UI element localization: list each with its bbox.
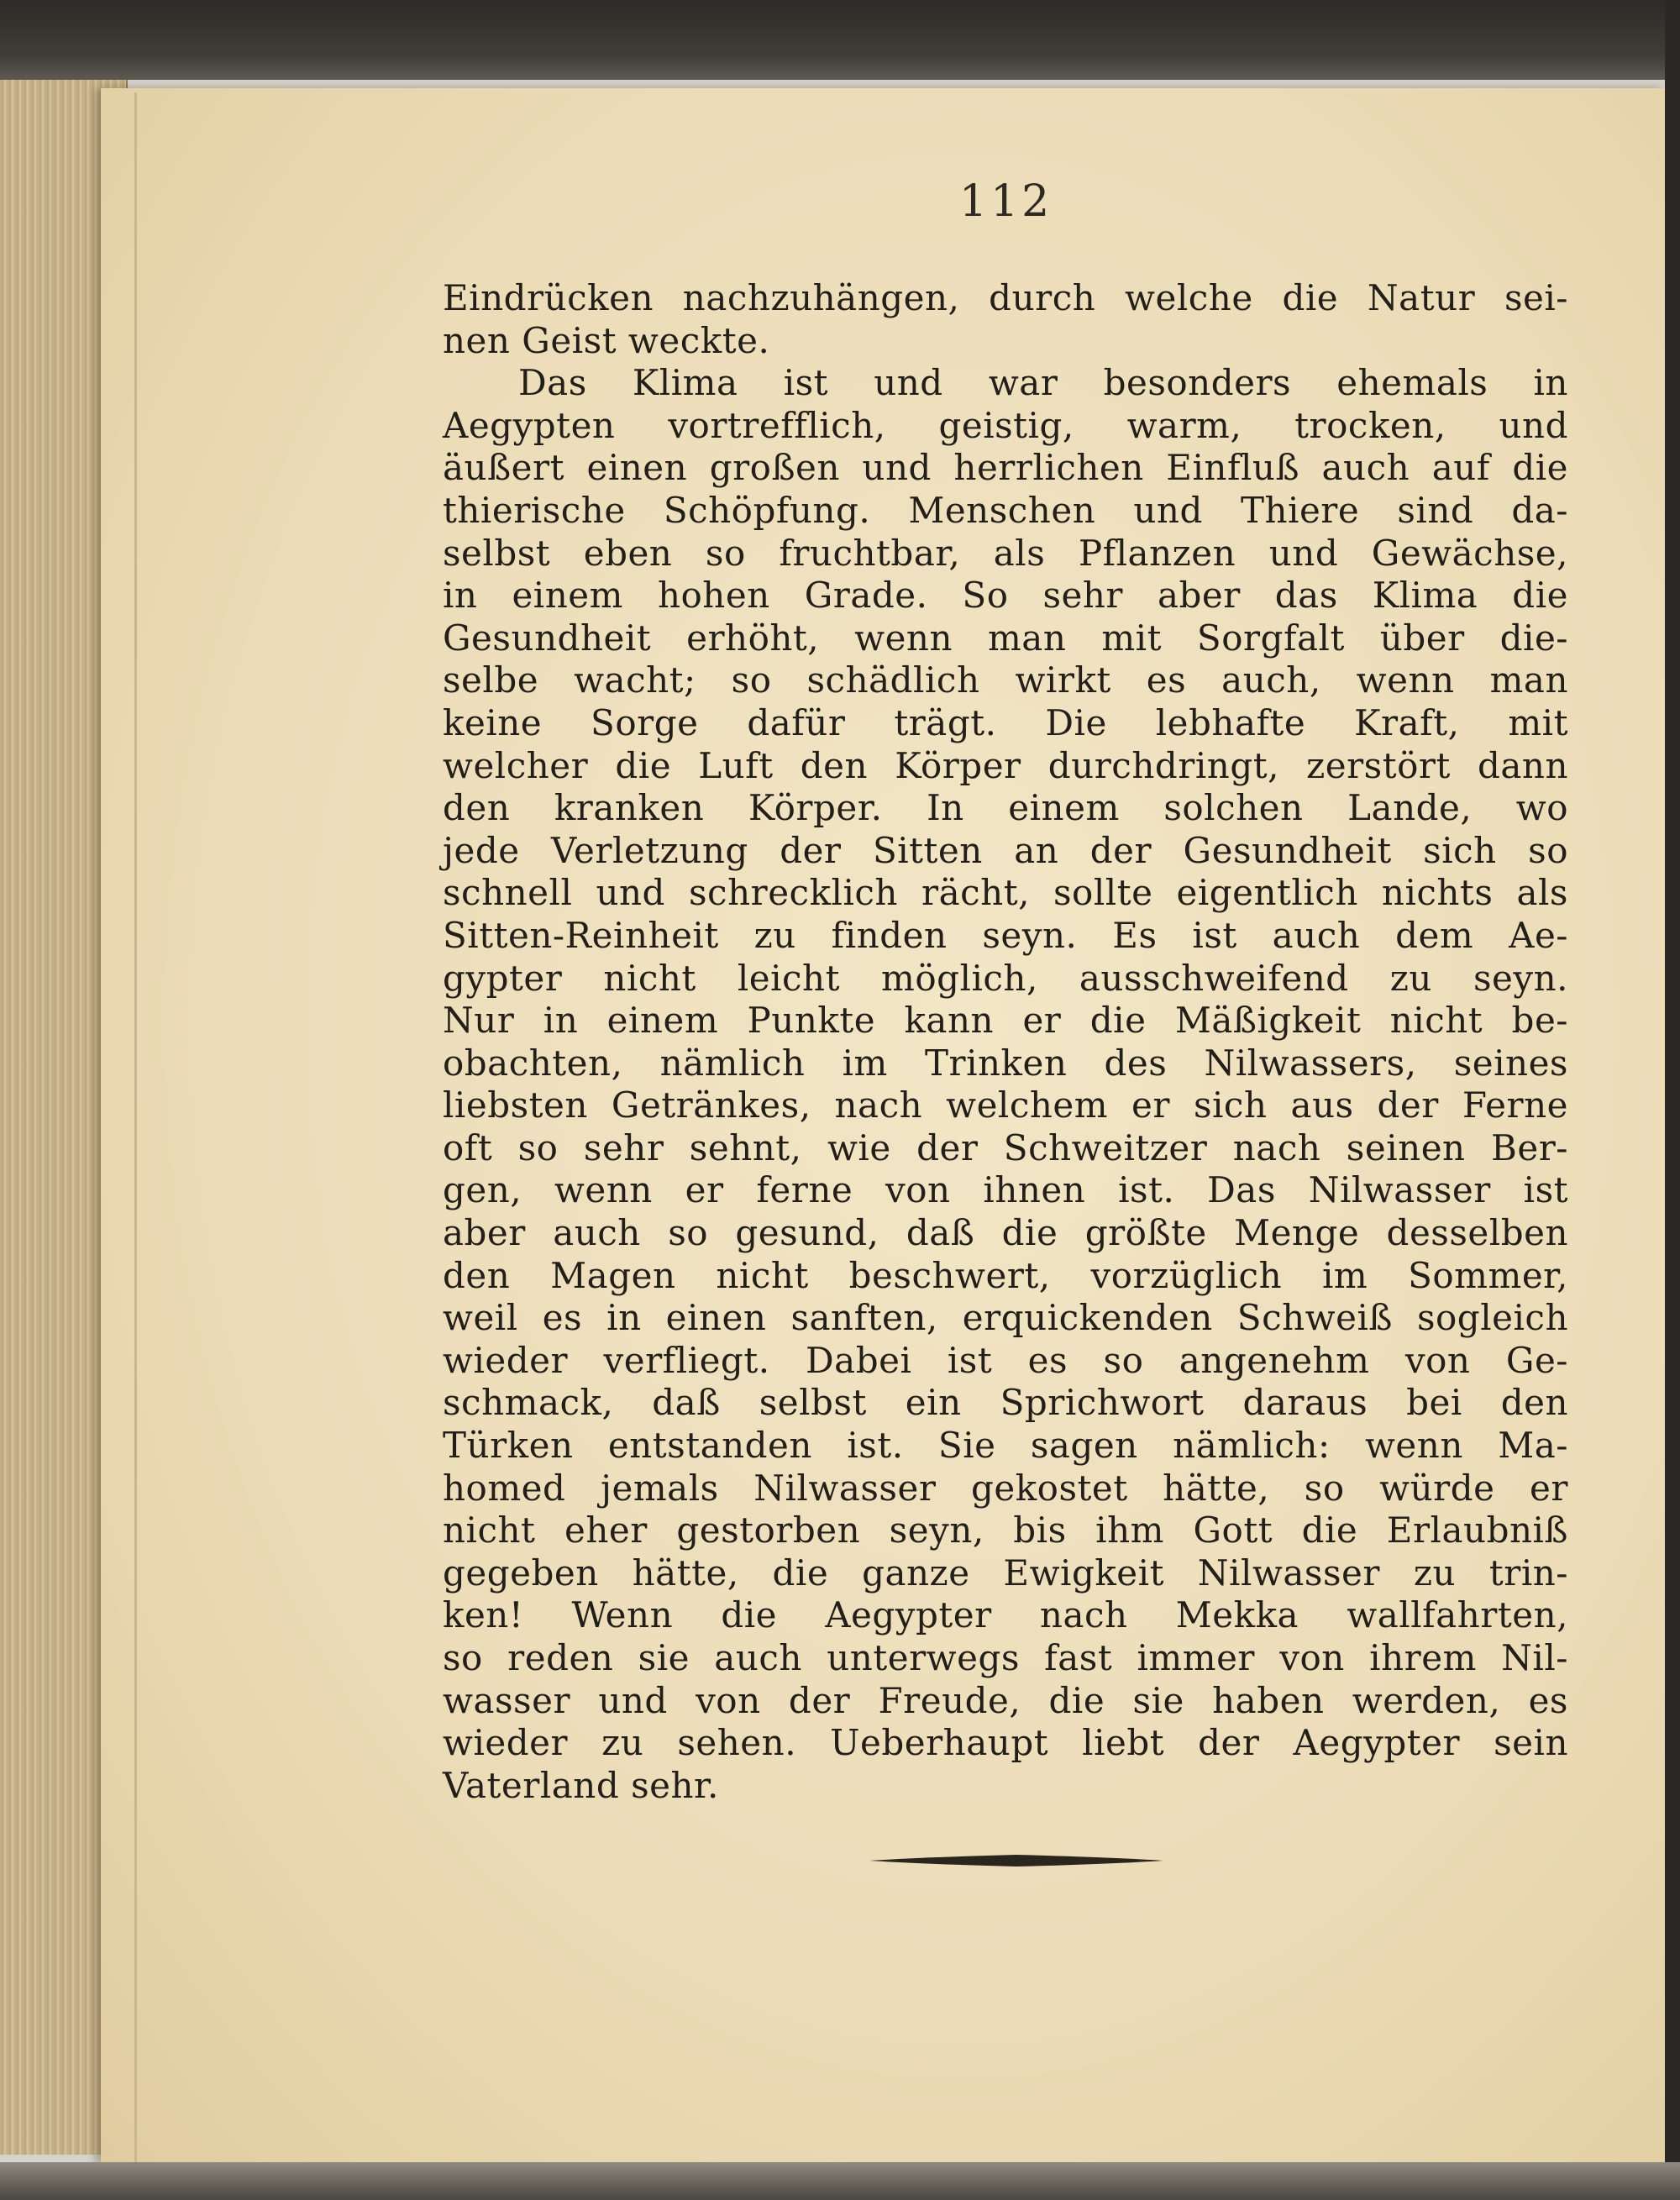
text-line: homed jemals Nilwasser gekostet hätte, so würde er <box>443 1467 1568 1509</box>
text-line: nicht eher gestorben seyn, bis ihm Gott die Erlaubniß <box>443 1510 1568 1552</box>
text-line: wasser und von der Freude, die sie haben werden, es <box>443 1679 1568 1721</box>
text-line: Sitten-Reinheit zu finden seyn. Es ist auch dem Ae- <box>443 914 1568 956</box>
text-line: thierische Schöpfung. Menschen und Thiere sind da- <box>443 489 1568 531</box>
text-line: welcher die Luft den Körper durchdringt, zerstört dann <box>443 744 1568 786</box>
text-line: in einem hohen Grade. So sehr aber das Klima die <box>443 575 1568 617</box>
text-line: Gesundheit erhöht, wenn man mit Sorgfalt über die- <box>443 617 1568 659</box>
text-line: selbe wacht; so schädlich wirkt es auch, wenn man <box>443 659 1568 701</box>
text-line: Das Klima ist und war besonders ehemals in <box>518 362 1568 404</box>
text-line: obachten, nämlich im Trinken des Nilwassers, seines <box>443 1042 1568 1084</box>
text-line: selbst eben so fruchtbar, als Pflanzen und Gewächse, <box>443 532 1568 574</box>
text-line: jede Verletzung der Sitten an der Gesundheit sich so <box>443 829 1568 871</box>
text-line: Vaterland sehr. <box>443 1764 719 1806</box>
text-line: wieder verfliegt. Dabei ist es so angenehm von Ge- <box>443 1339 1568 1381</box>
text-line: liebsten Getränkes, nach welchem er sich aus der Ferne <box>443 1084 1568 1126</box>
text-line: den Magen nicht beschwert, vorzüglich im Sommer, <box>443 1254 1568 1296</box>
text-line: Eindrücken nachzuhängen, durch welche die Natur sei- <box>443 277 1568 318</box>
scanner-bottom-border <box>0 2162 1680 2200</box>
text-line: so reden sie auch unterwegs fast immer von ihrem Nil- <box>443 1637 1568 1678</box>
body-text <box>443 277 1568 1807</box>
scanner-top-border <box>0 0 1680 80</box>
text-line: schmack, daß selbst ein Sprichwort daraus bei den <box>443 1382 1568 1424</box>
end-ornament-rule <box>869 1852 1163 1869</box>
text-line: Türken entstanden ist. Sie sagen nämlich: wenn Ma- <box>443 1425 1568 1467</box>
text-line: schnell und schrecklich rächt, sollte eigentlich nichts als <box>443 872 1568 914</box>
text-line: keine Sorge dafür trägt. Die lebhafte Kraft, mit <box>443 701 1568 743</box>
page-number: 112 <box>959 176 1053 227</box>
text-line: ken! Wenn die Aegypter nach Mekka wallfahrten, <box>443 1594 1568 1636</box>
text-line: wieder zu sehen. Ueberhaupt liebt der Aegypter sein <box>443 1722 1568 1764</box>
text-line: oft so sehr sehnt, wie der Schweitzer nach seinen Ber- <box>443 1126 1568 1168</box>
scanner-right-border <box>1665 0 1680 2200</box>
text-line: Nur in einem Punkte kann er die Mäßigkeit nicht be- <box>443 1000 1568 1042</box>
text-line: weil es in einen sanften, erquickenden Schweiß sogleich <box>443 1297 1568 1339</box>
text-line: äußert einen großen und herrlichen Einfluß auch auf die <box>443 447 1568 489</box>
text-line: Aegypten vortrefflich, geistig, warm, trocken, und <box>443 404 1568 446</box>
text-line: den kranken Körper. In einem solchen Lande, wo <box>443 787 1568 829</box>
text-line: gegeben hätte, die ganze Ewigkeit Nilwasser zu trin- <box>443 1552 1568 1594</box>
text-line: gypter nicht leicht möglich, ausschweifend zu seyn. <box>443 957 1568 999</box>
text-line: nen Geist weckte. <box>443 319 770 361</box>
text-line: aber auch so gesund, daß die größte Menge desselben <box>443 1212 1568 1254</box>
text-line: gen, wenn er ferne von ihnen ist. Das Nilwasser ist <box>443 1169 1568 1211</box>
